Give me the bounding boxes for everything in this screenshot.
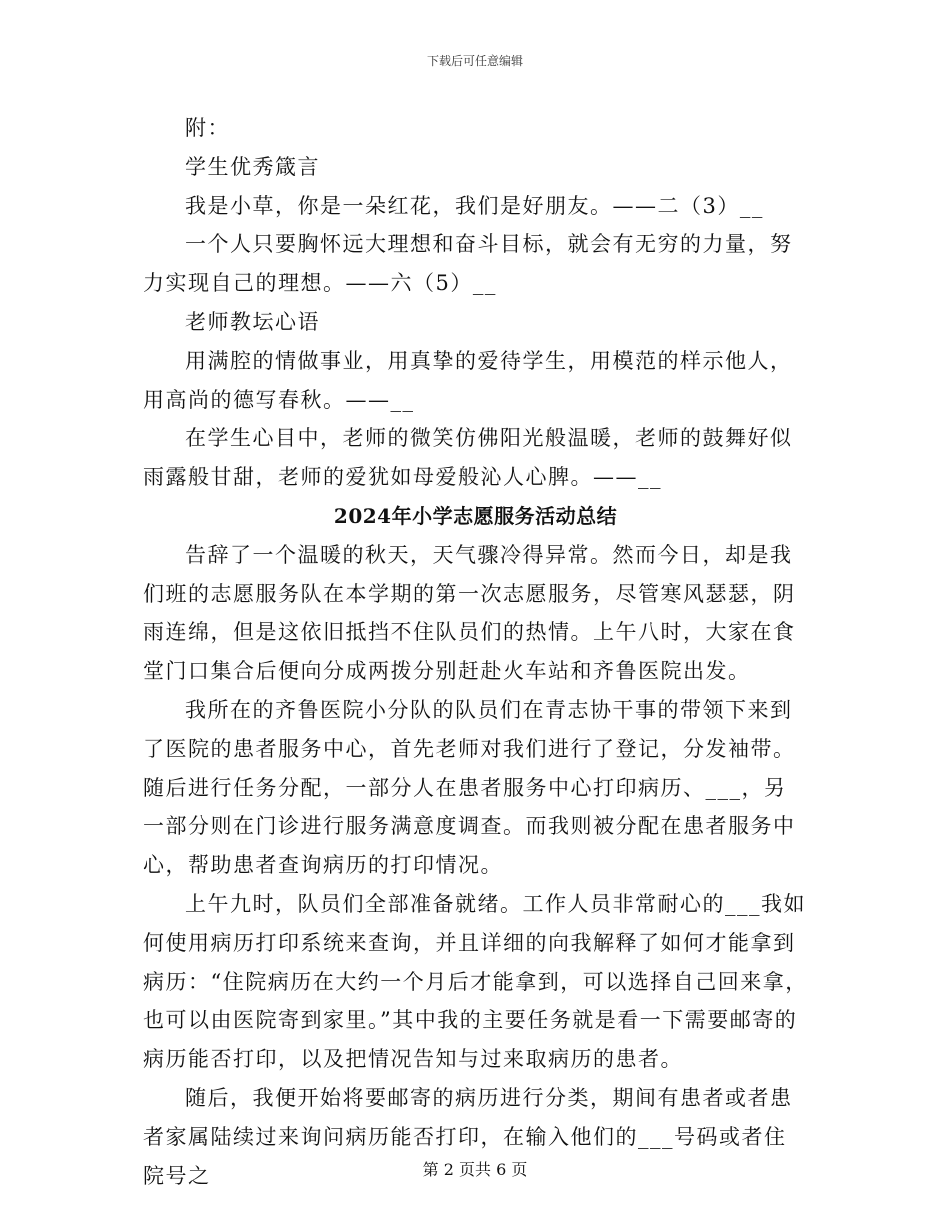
appendix-label: 附：: [185, 116, 230, 140]
article-paragraph: 告辞了一个温暖的秋天，天气骤冷得异常。然而今日，却是我们班的志愿服务队在本学期的第一次志愿服务，尽管寒风瑟瑟，阴雨连绵，但是这依旧抵挡不住队员们的热情。上午八时，大家在食堂门口集合后便向分成两拨分别赶赴火车站和齐鲁医院出发。: [143, 542, 796, 684]
article-paragraph: 上午九时，队员们全部准备就绪。工作人员非常耐心的___我如何使用病历打印系统来查询，并且详细的向我解释了如何才能拿到病历：“住院病历在大约一个月后才能拿到，可以选择自己回来拿，也可以由医院寄到家里。”其中我的主要任务就是看一下需要邮寄的病历能否打印，以及把情况告知与过来取病历的患者。: [143, 891, 808, 1072]
section-heading-teacher: 老师教坛心语: [185, 309, 320, 334]
student-quote-1: 我是小草，你是一朵红花，我们是好朋友。——二（3）__: [185, 193, 764, 218]
teacher-quote-1: 用满腔的情做事业，用真挚的爱待学生，用模范的样示他人，用高尚的德写春秋。——__: [143, 348, 793, 412]
document-body: [143, 109, 808, 1195]
page-header: 下载后可任意编辑: [426, 54, 523, 68]
article-paragraph: 我所在的齐鲁医院小分队的队员们在青志协干事的带领下来到了医院的患者服务中心，首先老师对我们进行了登记，分发袖带。随后进行任务分配，一部分人在患者服务中心打印病历、___，另一部分则在门诊进行服务满意度调查。而我则被分配在患者服务中心，帮助患者查询病历的打印情况。: [143, 697, 796, 878]
page-footer: 第 2 页共 6 页: [422, 1160, 528, 1179]
student-quote-2: 一个人只要胸怀远大理想和奋斗目标，就会有无穷的力量，努力实现自己的理想。——六（5）__: [143, 232, 793, 296]
section-heading-student: 学生优秀箴言: [185, 154, 320, 179]
article-paragraph: 随后，我便开始将要邮寄的病历进行分类，期间有患者或者患者家属陆续过来询问病历能否打印，在输入他们的___号码或者住院号之: [143, 1085, 793, 1188]
article-title: 2024年小学志愿服务活动总结: [333, 503, 618, 528]
teacher-quote-2: 在学生心目中，老师的微笑仿佛阳光般温暖，老师的鼓舞好似雨露般甘甜，老师的爱犹如母爱般沁人心脾。——__: [143, 426, 793, 490]
